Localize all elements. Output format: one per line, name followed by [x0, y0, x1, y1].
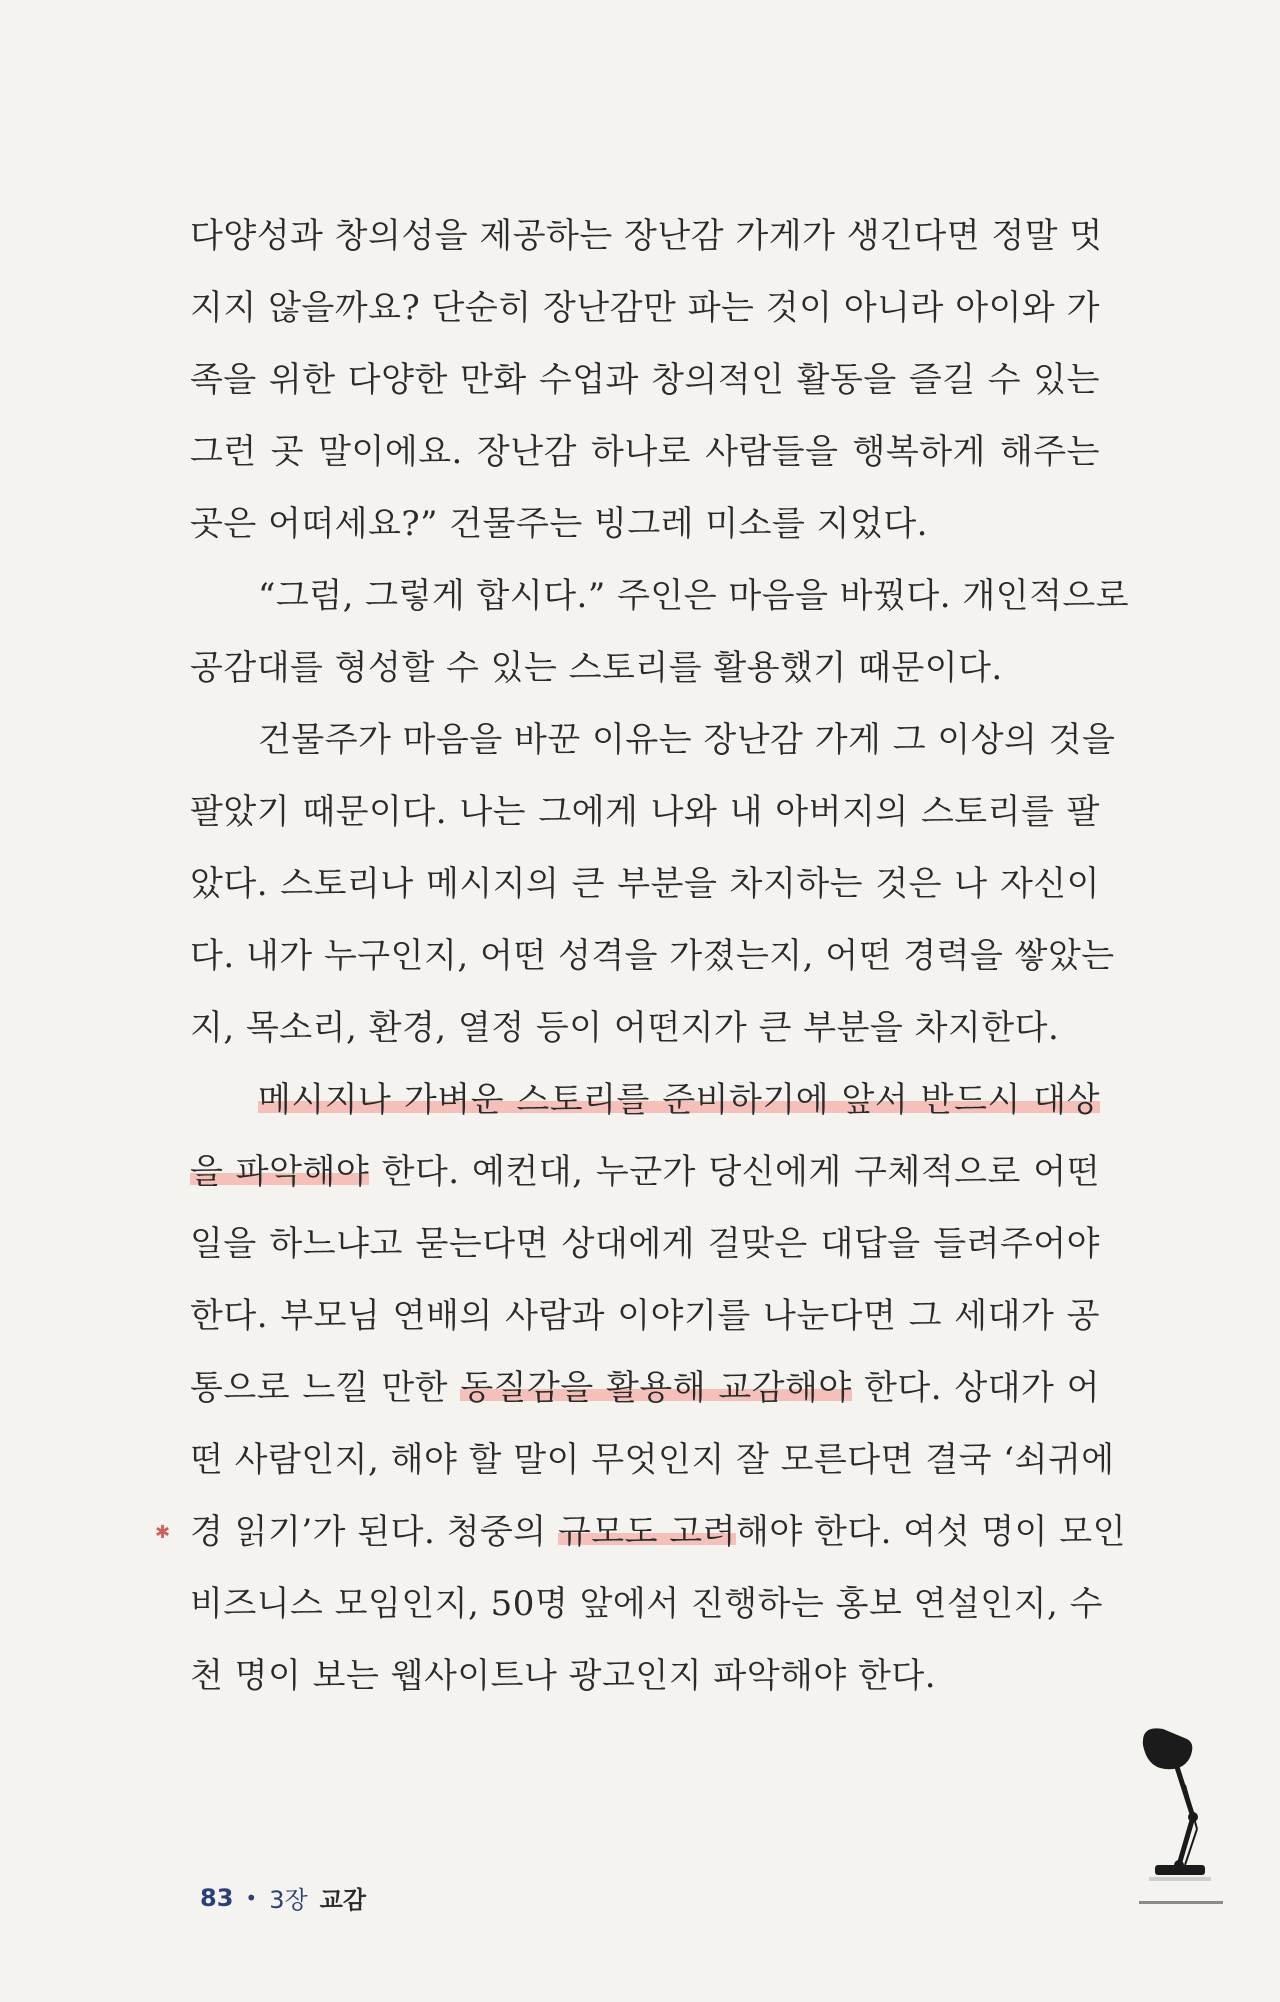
bullet-icon: •: [245, 1885, 258, 1910]
text-line: 지지 않을까요? 단순히 장난감만 파는 것이 아니라 아이와 가: [190, 288, 1100, 328]
text-line: “그럼, 그렇게 합시다.” 주인은 마음을 바꿨다. 개인적으로: [258, 576, 1130, 616]
text-line: 곳은 어떠세요?” 건물주는 빙그레 미소를 지었다.: [190, 504, 928, 544]
text-line: 일을 하느냐고 묻는다면 상대에게 걸맞은 대답을 들려주어야: [190, 1224, 1100, 1264]
paragraph-3: [190, 704, 1116, 1064]
text-span: 한다. 예컨대, 누군가 당신에게 구체적으로 어떤: [369, 1152, 1100, 1192]
text-line: 비즈니스 모임인지, 50명 앞에서 진행하는 홍보 연설인지, 수: [190, 1584, 1103, 1624]
highlighted-text: 을 파악해야: [190, 1152, 370, 1192]
desk-lamp-icon: [1135, 1725, 1225, 1915]
paragraph-1: [190, 200, 1103, 560]
text-line: 공감대를 형성할 수 있는 스토리를 활용했기 때문이다.: [190, 648, 1003, 688]
text-line: 다. 내가 누구인지, 어떤 성격을 가졌는지, 어떤 경력을 쌓았는: [190, 936, 1115, 976]
paragraph-2: [190, 560, 1130, 704]
highlighted-text: 규모도 고려: [557, 1512, 736, 1552]
text-span: 통으로 느낄 만한: [190, 1368, 461, 1408]
page-number: 83: [200, 1883, 234, 1912]
star-mark-icon: ✱: [155, 1522, 171, 1543]
text-span: 한다. 상대가 어: [851, 1368, 1100, 1408]
text-line: 한다. 부모님 연배의 사람과 이야기를 나눈다면 그 세대가 공: [190, 1296, 1100, 1336]
text-line: 떤 사람인지, 해야 할 말이 무엇인지 잘 모른다면 결국 ‘쇠귀에: [190, 1440, 1115, 1480]
text-line: 족을 위한 다양한 만화 수업과 창의적인 활동을 즐길 수 있는: [190, 360, 1100, 400]
page-footer: [200, 1880, 366, 1915]
text-line: [190, 1136, 1100, 1208]
text-span: 경 읽기’가 된다. 청중의: [190, 1512, 558, 1552]
text-line: 다양성과 창의성을 제공하는 장난감 가게가 생긴다면 정말 멋: [190, 216, 1103, 256]
chapter-label: 3장: [269, 1886, 308, 1914]
text-line: 았다. 스토리나 메시지의 큰 부분을 차지하는 것은 나 자신이: [190, 864, 1100, 904]
text-line: [190, 1352, 1100, 1424]
paragraph-4: [190, 1064, 1126, 1712]
text-line: [190, 1496, 1126, 1568]
body-text: [190, 200, 1130, 1712]
text-span: 해야 한다. 여섯 명이 모인: [735, 1512, 1126, 1552]
chapter-title: 교감: [319, 1886, 367, 1914]
text-line: 지, 목소리, 환경, 열정 등이 어떤지가 큰 부분을 차지한다.: [190, 1008, 1060, 1048]
text-line: 건물주가 마음을 바꾼 이유는 장난감 가게 그 이상의 것을: [258, 720, 1116, 760]
highlighted-text: 메시지나 가벼운 스토리를 준비하기에 앞서 반드시 대상: [258, 1080, 1100, 1120]
text-line: 팔았기 때문이다. 나는 그에게 나와 내 아버지의 스토리를 팔: [190, 792, 1100, 832]
highlighted-text: 동질감을 활용해 교감해야: [460, 1368, 852, 1408]
text-line: 천 명이 보는 웹사이트나 광고인지 파악해야 한다.: [190, 1656, 937, 1696]
text-line: 그런 곳 말이에요. 장난감 하나로 사람들을 행복하게 해주는: [190, 432, 1100, 472]
text-line: [190, 1064, 1100, 1136]
